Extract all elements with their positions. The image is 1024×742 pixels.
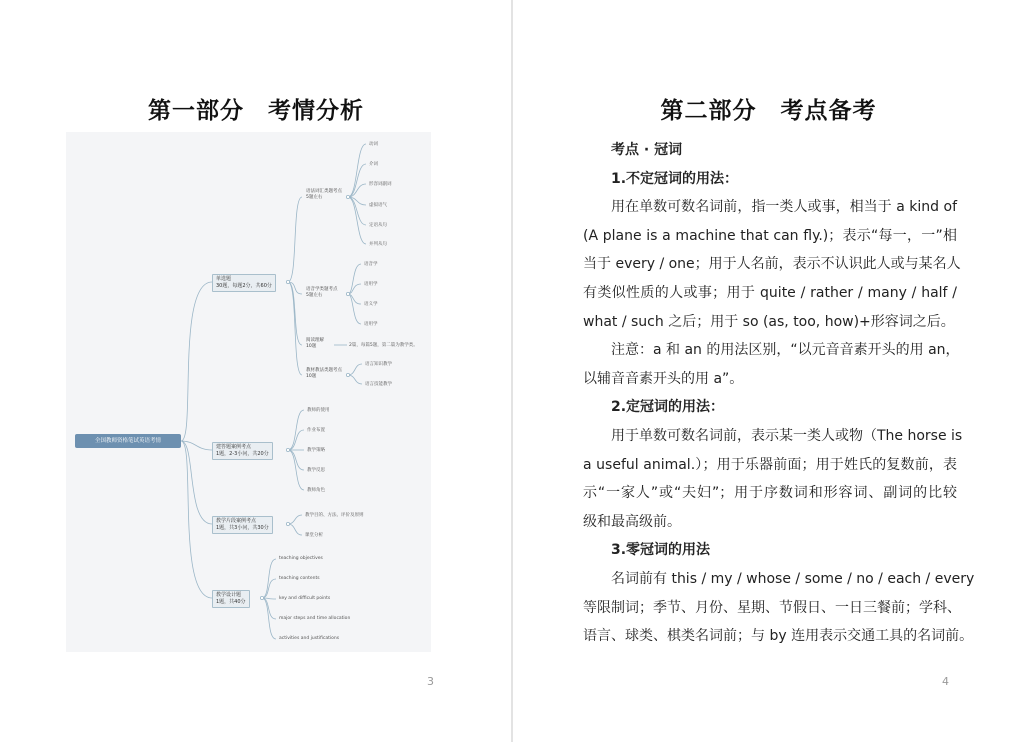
mind-map-leaf: 教师的使用: [307, 408, 330, 413]
mind-map-leaf: 课堂分析: [305, 533, 323, 538]
sub-detail: 10题: [306, 374, 317, 379]
mind-map-leaf: 虚拟语气: [369, 203, 387, 208]
branch-label: 教学片段案例考点: [216, 518, 257, 524]
sub-label: 教材教法类题考点: [306, 368, 342, 373]
mind-map-leaf: 语音学: [364, 262, 378, 267]
mind-map-root: 全国教师资格笔试英语考情: [75, 434, 181, 448]
mind-map-leaf: 2篇，每篇5题，第二篇为教学类。: [349, 343, 418, 348]
paragraph-line: 级和最高级前。: [583, 514, 681, 530]
mind-map-leaf: 并列从句: [369, 242, 387, 247]
paragraph-line: 用在单数可数名词前，指一类人或事，相当于 a kind of: [611, 199, 957, 215]
section-heading: 3.零冠词的用法: [611, 542, 711, 558]
mind-map-leaf: 作业布置: [307, 428, 325, 433]
mind-map-leaf: major steps and time allocation: [279, 616, 351, 621]
mind-map-leaf: activities and justifications: [279, 636, 340, 641]
mind-map-leaf: 教师角色: [307, 488, 325, 493]
page-title: 第二部分 考点备考: [660, 98, 877, 124]
sub-detail: 5题左右: [306, 195, 323, 200]
section-heading: 2.定冠词的用法：: [611, 399, 725, 415]
mind-map-leaf: 语言知识教学: [365, 362, 392, 367]
paragraph-line: a useful animal.）；用于乐器前面；用于姓氏的复数前，表: [583, 457, 957, 473]
mind-map-sub: [306, 368, 342, 380]
branch-detail: 30题，每题2分，共60分: [216, 283, 272, 289]
right-page: [513, 0, 1024, 742]
paragraph-line: 用于单数可数名词前，表示某一类人或物（The horse is: [611, 428, 963, 444]
paragraph-line: (A plane is a machine that can fly.)；表示“每一，一”相: [583, 228, 957, 244]
sub-label: 语音学类题考点: [306, 287, 338, 292]
sub-label: 语法词汇类题考点: [306, 189, 342, 194]
mind-map-branch: [212, 442, 273, 460]
mind-map-leaf: 教学反思: [307, 468, 325, 473]
paragraph-line: 等限制词；季节、月份、星期、节假日、一日三餐前；学科、: [583, 600, 961, 616]
paragraph-line: 示“一家人”或“夫妇”；用于序数词和形容词、副词的比较: [583, 485, 957, 501]
mind-map-leaf: teaching objectives: [279, 556, 323, 561]
page-number: 4: [942, 675, 949, 688]
paragraph-line: 语言、球类、棋类名词前；与 by 连用表示交通工具的名词前。: [583, 628, 974, 644]
mind-map-leaf: 形容词副词: [369, 182, 392, 187]
mind-map-sub: [306, 287, 338, 299]
sub-detail: 10题: [306, 344, 317, 349]
mind-map-leaf: 语用学: [364, 282, 378, 287]
sub-label: 阅读理解: [306, 338, 324, 343]
mind-map-leaf: 定语从句: [369, 223, 387, 228]
mind-map: [66, 132, 431, 652]
mind-map-leaf: key and difficult points: [279, 596, 331, 601]
paragraph-line: 注意：a 和 an 的用法区别，“以元音音素开头的用 an，: [611, 342, 960, 358]
section-heading: 考点 · 冠词: [611, 142, 683, 158]
mind-map-leaf: 语义学: [364, 302, 378, 307]
mind-map-branch: [212, 590, 250, 608]
mind-map-connectors: [66, 132, 431, 652]
mind-map-leaf: 语言技能教学: [365, 382, 392, 387]
mind-map-leaf: 动词: [369, 142, 378, 147]
paragraph-line: 以辅音音素开头的用 a”。: [583, 371, 744, 387]
mind-map-leaf: 介词: [369, 162, 378, 167]
section-heading: 1.不定冠词的用法：: [611, 171, 739, 187]
page-number: 3: [427, 675, 434, 688]
branch-detail: 1题，共40分: [216, 599, 246, 605]
mind-map-leaf: 教学策略: [307, 448, 325, 453]
branch-label: 单选题: [216, 276, 232, 282]
branch-label: 教学设计题: [216, 592, 242, 598]
mind-map-leaf: teaching contents: [279, 576, 320, 581]
paragraph-line: 名词前有 this / my / whose / some / no / each / every: [611, 571, 975, 587]
paragraph-line: 有类似性质的人或事；用于 quite / rather / many / half /: [583, 285, 957, 301]
branch-label: 建答题案例考点: [216, 444, 252, 450]
mind-map-leaf: 语用学: [364, 322, 378, 327]
page-title: 第一部分 考情分析: [148, 98, 364, 124]
branch-detail: 1题，共3小问，共30分: [216, 525, 269, 531]
mind-map-branch: [212, 274, 276, 292]
branch-detail: 1题，2-3小问，共20分: [216, 451, 269, 457]
paragraph-line: what / such 之后；用于 so (as, too, how)+形容词之后。: [583, 314, 955, 330]
mind-map-leaf: 教学目的、方法、评价及原则: [305, 513, 364, 518]
sub-detail: 5题左右: [306, 293, 323, 298]
paragraph-line: 当于 every / one；用于人名前，表示不认识此人或与某名人: [583, 256, 961, 272]
mind-map-sub: [306, 189, 342, 201]
mind-map-sub: [306, 338, 324, 350]
mind-map-branch: [212, 516, 273, 534]
